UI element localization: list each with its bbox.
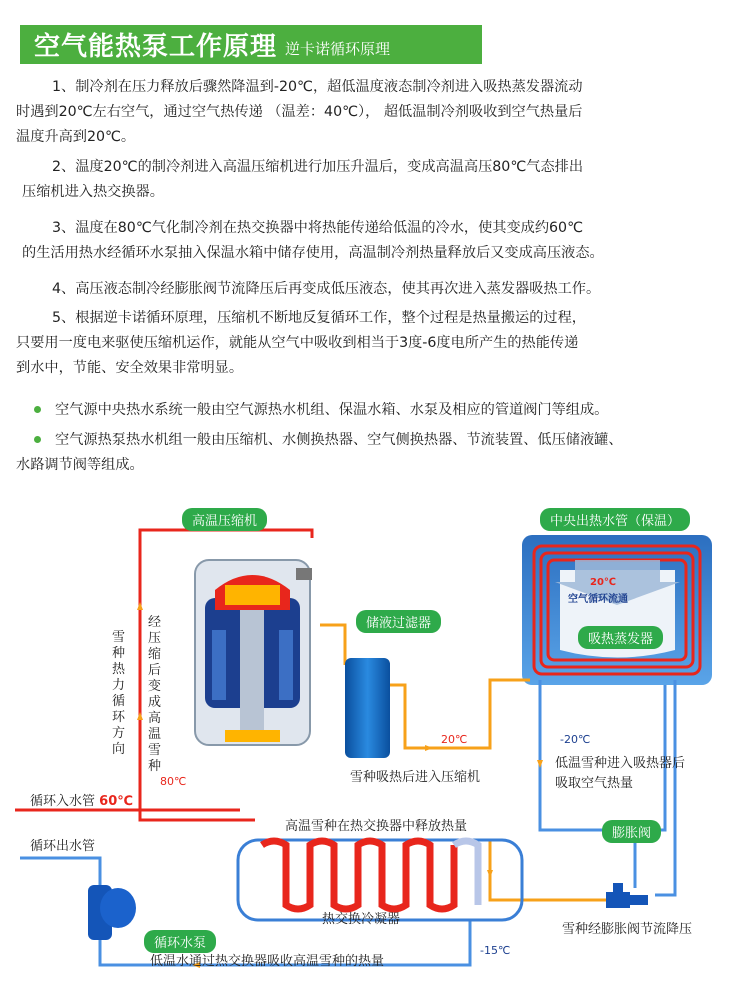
- pump-label: 循环水泵: [144, 930, 216, 953]
- evap-enter-text-1: 低温雪种进入吸热器后: [555, 756, 686, 771]
- heat-pump-diagram: [0, 490, 730, 996]
- exchanger-release-text: 高温雪种在热交换器中释放热量: [285, 819, 468, 834]
- page-title: 空气能热泵工作原理: [34, 32, 278, 62]
- compressor-unit: [195, 560, 312, 745]
- paragraph-line: 1、制冷剂在压力释放后骤然降温到-20℃，超低温度液态制冷剂进入吸热蒸发器流动: [52, 79, 583, 95]
- absorb-enter-text: 雪种吸热后进入压缩机: [350, 770, 481, 785]
- evaporator-label: 吸热蒸发器: [578, 626, 663, 649]
- temp-compressor-out: 80℃: [160, 775, 187, 788]
- temp-low: -20℃: [560, 733, 591, 746]
- circulation-pump: [88, 885, 136, 940]
- evaporator-unit: [522, 535, 712, 685]
- expansion-valve: [606, 883, 648, 908]
- temp-filter: 20℃: [441, 733, 468, 746]
- water-in-temp: 60℃: [99, 794, 133, 809]
- paragraph-line: 只要用一度电来驱使压缩机运作，就能从空气中吸收到相当于3度-6度电所产生的热能传递: [16, 335, 579, 351]
- paragraph-line: 3、温度在80℃气化制冷剂在热交换器中将热能传递给低温的冷水，使其变成约60℃: [52, 220, 584, 236]
- water-out-label: 循环出水管: [30, 839, 96, 854]
- airflow-label: 空气循环流通: [568, 594, 628, 605]
- cycle-vertical-text: 雪种热力循环方向: [112, 630, 126, 757]
- paragraph-line: 的生活用热水经循环水泵抽入保温水箱中储存使用，高温制冷剂热量释放后又变成高压液态。: [22, 245, 604, 261]
- bullet-text: 空气源中央热水系统一般由空气源热水机组、保温水箱、水泵及相应的管道阀门等组成。: [55, 402, 609, 418]
- paragraph-2: [16, 155, 721, 205]
- bullet-dot-icon: [34, 436, 41, 443]
- water-in-text: 循环入水管: [30, 794, 96, 809]
- paragraph-4: [16, 277, 721, 302]
- compressor-label: 高温压缩机: [182, 508, 267, 531]
- paragraph-line: 时遇到20℃左右空气，通过空气热传递 （温差：40℃）， 超低温制冷剂吸收到空气热量后: [16, 104, 583, 120]
- paragraph-line: 5、根据逆卡诺循环原理，压缩机不断地反复循环工作，整个过程是热量搬运的过程，: [52, 310, 586, 326]
- throttle-text: 雪种经膨胀阀节流降压: [562, 922, 693, 937]
- bullet-1: [16, 398, 726, 423]
- paragraph-1: [16, 75, 721, 150]
- central-pipe-label: 中央出热水管（保温）: [540, 508, 690, 531]
- bullet-dot-icon: [34, 406, 41, 413]
- temp-exchanger: -15℃: [480, 944, 511, 957]
- paragraph-3: [16, 216, 721, 266]
- paragraph-line: 2、温度20℃的制冷剂进入高温压缩机进行加压升温后，变成高温高压80℃气态排出: [52, 159, 584, 175]
- bullet-text: 水路调节阀等组成。: [16, 457, 144, 473]
- evap-enter-text-2: 吸取空气热量: [555, 776, 634, 791]
- paragraph-line: 温度升高到20℃。: [16, 129, 136, 145]
- paragraph-line: 到水中，节能、安全效果非常明显。: [16, 360, 244, 376]
- bullet-2: [16, 428, 726, 478]
- exchanger-label: 热交换冷凝器: [322, 912, 401, 927]
- compressed-vertical-text: 经压缩后变成高温雪种: [148, 615, 162, 774]
- temp-evap-top: 20℃: [590, 577, 617, 588]
- page-subtitle: 逆卡诺循环原理: [285, 40, 391, 58]
- expansion-valve-label: 膨胀阀: [602, 820, 661, 843]
- paragraph-5: [16, 306, 721, 381]
- paragraph-line: 4、高压液态制冷经膨胀阀节流降压后再变成低压液态，使其再次进入蒸发器吸热工作。: [52, 281, 601, 297]
- filter-cylinder: [345, 658, 390, 758]
- water-absorb-text: 低温水通过热交换器吸收高温雪种的热量: [150, 954, 385, 969]
- water-in-label: [30, 790, 133, 809]
- title-banner: [20, 25, 482, 64]
- paragraph-line: 压缩机进入热交换器。: [22, 184, 164, 200]
- bullet-text: 空气源热泵热水机组一般由压缩机、水侧换热器、空气侧换热器、节流装置、低压储液罐、: [55, 432, 623, 448]
- filter-label: 储液过滤器: [356, 610, 441, 633]
